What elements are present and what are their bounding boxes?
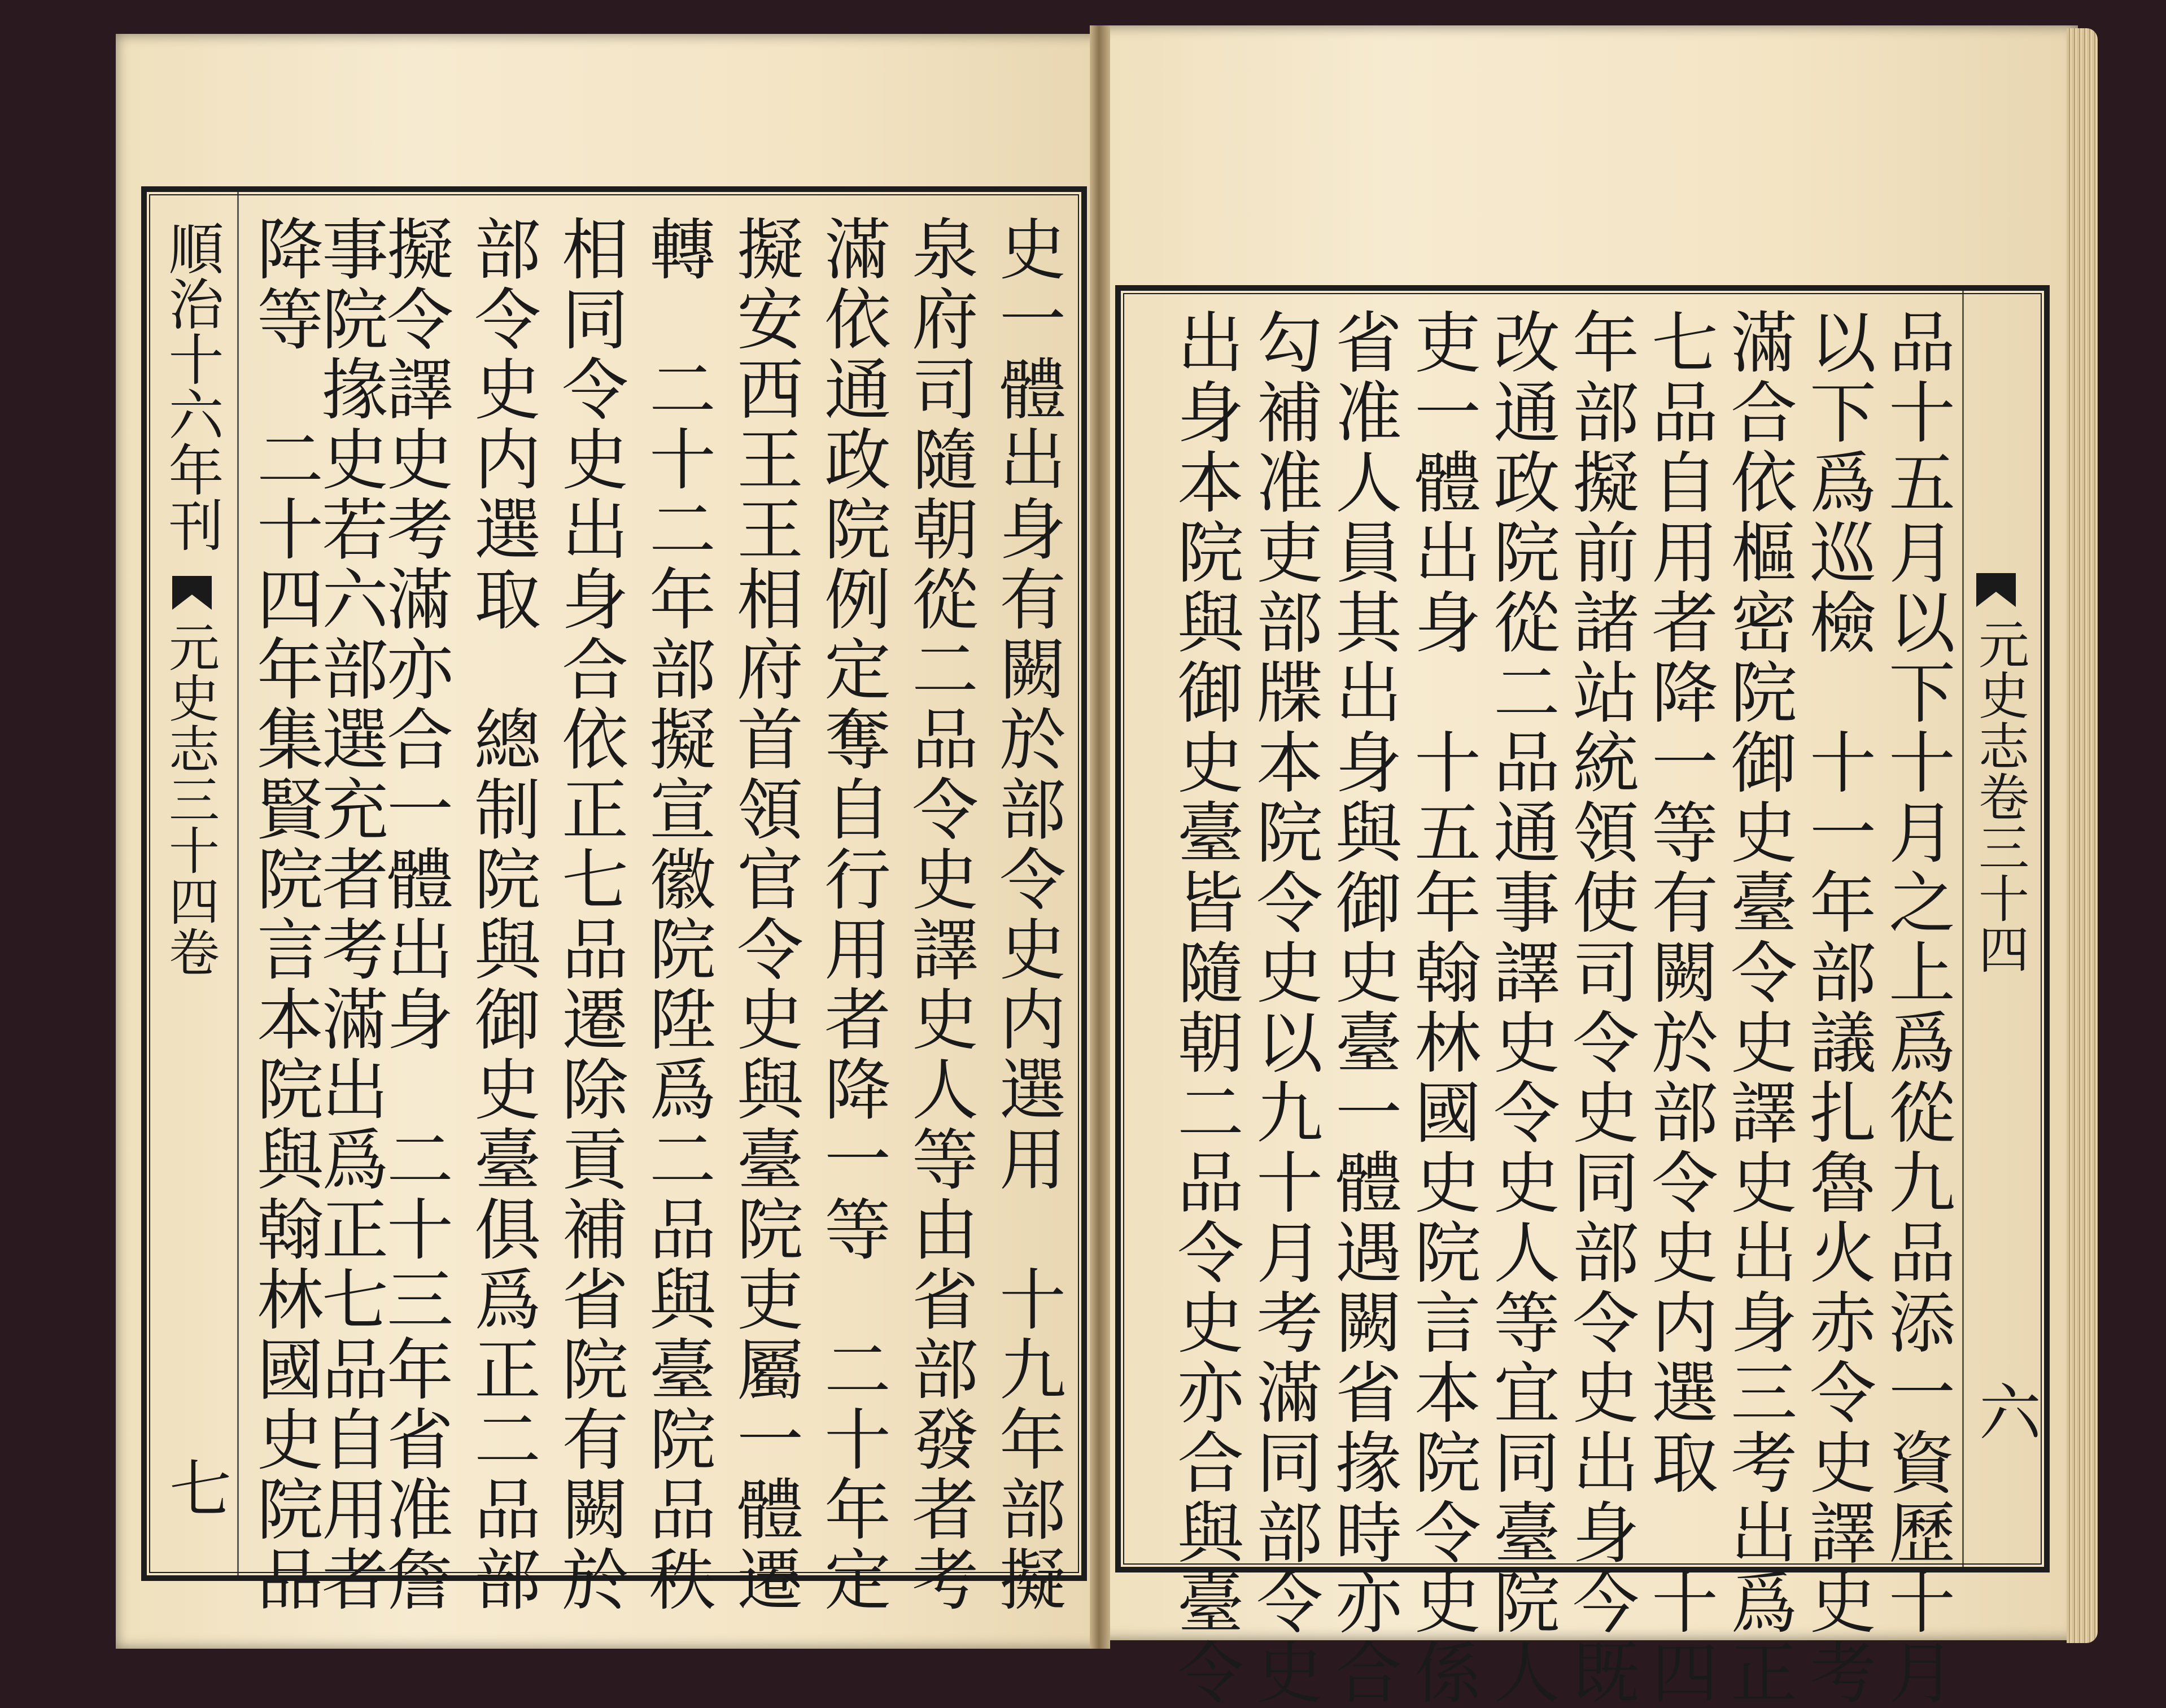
left-column-2: 泉府司隨朝從二品令史譯史人等由省部發者考 (901, 215, 979, 1615)
right-page-number: 六 (1979, 1377, 2041, 1449)
right-column-6: 改通政院從二品通事譯史令史人等宜同臺院人 (1482, 308, 1560, 1708)
left-column-3: 滿依通政院例定奪自行用者降一等 二十年定 (813, 215, 891, 1615)
right-text-frame (1115, 285, 2050, 1708)
right-column-3: 滿合依樞密院御史臺令史譯史出身三考出爲正 (1719, 308, 1797, 1708)
page-edges (2067, 28, 2098, 1643)
right-page-banner: 元史志卷三十四 (1970, 618, 2029, 974)
right-column-4: 七品自用者降一等有闕於部令史内選取 十四 (1640, 308, 1718, 1708)
left-column-5: 轉 二十二年部擬宣徽院陞爲二品與臺院品秩 (638, 215, 716, 1615)
left-page-banner-top: 順治十六年刊 (159, 220, 224, 552)
right-column-5: 年部擬前諸站統領使司令史同部令史出身今既 (1561, 308, 1639, 1708)
left-page-number: 七 (169, 1453, 232, 1526)
left-text-frame (141, 186, 1087, 1615)
left-column-9: 事院掾史若六部選充者考滿出爲正七品自用者 (311, 215, 388, 1615)
left-column-1: 史一體出身有闕於部令史内選用 十九年部擬 (988, 215, 1066, 1615)
left-column-7: 部令史内選取 總制院與御史臺俱爲正二品部 (463, 215, 541, 1615)
left-column-6: 相同令史出身合依正七品遷除貢補省院有闕於 (551, 215, 628, 1615)
left-column-4: 擬安西王王相府首領官令史與臺院吏屬一體遷 (726, 215, 803, 1615)
fish-tail-mark (1976, 573, 2016, 607)
column-rule (1962, 291, 1964, 1567)
right-column-9: 勾補准吏部牒本院令史以九十月考滿同部令史 (1245, 308, 1323, 1708)
fish-tail-mark (172, 576, 212, 610)
book-gutter (1090, 25, 1110, 1649)
left-column-8: 擬令譯史考滿亦合一體出身 二十三年省准詹 (375, 215, 453, 1615)
right-column-1: 品十五月以下十月之上爲從九品添一資歷十月 (1877, 308, 1955, 1708)
left-column-10: 降等 二十四年集賢院言本院與翰林國史院品 (246, 215, 324, 1615)
right-column-10: 出身本院與御史臺皆隨朝二品令史亦合與臺令 (1166, 308, 1244, 1708)
right-column-2: 以下爲巡檢 十一年部議扎魯火赤令史譯史考 (1798, 308, 1876, 1708)
right-column-7: 吏一體出身 十五年翰林國史院言本院令史係 (1403, 308, 1481, 1708)
left-page-banner-bottom: 元史志三十四卷 (160, 621, 219, 977)
column-rule (237, 192, 239, 1575)
right-column-8: 省准人員其出身與御史臺一體遇闕省掾時亦合 (1324, 308, 1402, 1708)
